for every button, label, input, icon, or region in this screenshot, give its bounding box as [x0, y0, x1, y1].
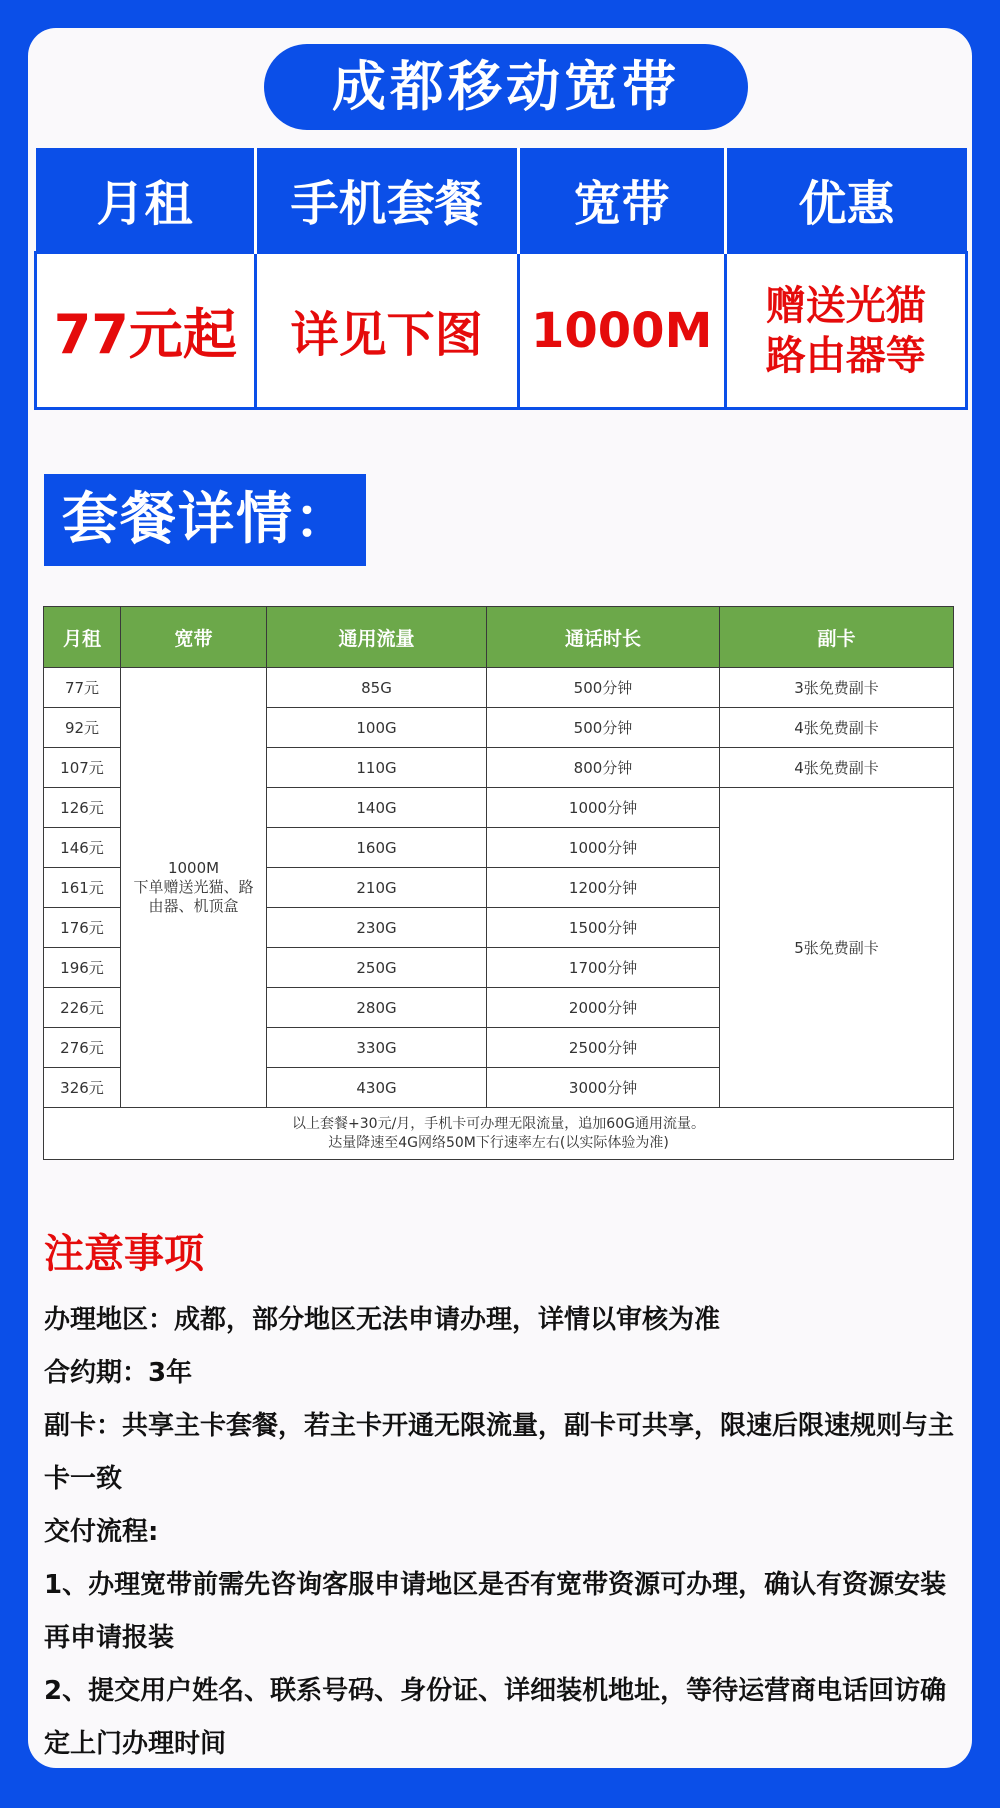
minutes-cell: 1000分钟: [487, 828, 720, 868]
fee-cell: 196元: [44, 948, 121, 988]
detail-header-row: [44, 607, 954, 668]
detail-header-minutes: 通话时长: [487, 607, 720, 668]
note-region: 办理地区：成都，部分地区无法申请办理，详情以审核为准: [44, 1305, 721, 1335]
plan-detail-table: [43, 606, 954, 1160]
summary-offer-line2: 路由器等: [765, 332, 926, 379]
data-cell: 230G: [267, 908, 487, 948]
subcard-cell: 4张免费副卡: [720, 708, 954, 748]
data-cell: 100G: [267, 708, 487, 748]
data-cell: 250G: [267, 948, 487, 988]
minutes-cell: 1700分钟: [487, 948, 720, 988]
minutes-cell: 1000分钟: [487, 788, 720, 828]
summary-table: [34, 148, 968, 410]
data-cell: 85G: [267, 668, 487, 708]
minutes-cell: 500分钟: [487, 668, 720, 708]
summary-header-offer: 优惠: [725, 148, 966, 253]
note-subcard: 副卡：共享主卡套餐，若主卡开通无限流量，副卡可共享，限速后限速规则与主卡一致: [44, 1411, 955, 1494]
data-cell: 280G: [267, 988, 487, 1028]
note-step-1: 1、办理宽带前需先咨询客服申请地区是否有宽带资源可办理，确认有资源安装再申请报装: [44, 1570, 947, 1653]
fee-cell: 226元: [44, 988, 121, 1028]
subcard-cell: 4张免费副卡: [720, 748, 954, 788]
summary-header-plan: 手机套餐: [255, 148, 518, 253]
broadband-gift: 下单赠送光猫、路由器、机顶盒: [133, 878, 254, 915]
note-contract: 合约期：3年: [44, 1358, 193, 1388]
detail-header-data: 通用流量: [267, 607, 487, 668]
poster-card: [28, 28, 972, 1768]
table-footnote: [44, 1108, 954, 1160]
data-cell: 160G: [267, 828, 487, 868]
note-step-2: 2、提交用户姓名、联系号码、身份证、详细装机地址，等待运营商电话回访确定上门办理时间: [44, 1676, 947, 1759]
data-cell: 210G: [267, 868, 487, 908]
data-cell: 330G: [267, 1028, 487, 1068]
summary-offer-line1: 赠送光猫: [765, 282, 926, 329]
broadband-speed: 1000M: [167, 859, 220, 877]
page-title: 成都移动宽带: [264, 44, 748, 130]
data-cell: 430G: [267, 1068, 487, 1108]
summary-value-plan: 详见下图: [255, 253, 518, 409]
table-footnote-row: [44, 1108, 954, 1160]
fee-cell: 146元: [44, 828, 121, 868]
minutes-cell: 500分钟: [487, 708, 720, 748]
fee-cell: 107元: [44, 748, 121, 788]
summary-value-fee: 77元起: [36, 253, 256, 409]
detail-header-broadband: 宽带: [121, 607, 267, 668]
fee-cell: 77元: [44, 668, 121, 708]
fee-cell: 126元: [44, 788, 121, 828]
notes-section: [44, 1228, 964, 1771]
subcard-cell: 3张免费副卡: [720, 668, 954, 708]
minutes-cell: 1200分钟: [487, 868, 720, 908]
summary-value-offer: [725, 253, 966, 409]
fee-cell: 161元: [44, 868, 121, 908]
footnote-line2: 达量降速至4G网络50M下行速率左右(以实际体验为准): [328, 1134, 669, 1151]
section-label: 套餐详情：: [44, 474, 366, 566]
summary-header-fee: 月租: [36, 148, 256, 253]
subcard-cell: 5张免费副卡: [720, 788, 954, 1108]
minutes-cell: 1500分钟: [487, 908, 720, 948]
note-delivery-title: 交付流程:: [44, 1517, 159, 1547]
table-row: [44, 668, 954, 708]
detail-header-fee: 月租: [44, 607, 121, 668]
broadband-cell: [121, 668, 267, 1108]
minutes-cell: 2000分钟: [487, 988, 720, 1028]
fee-cell: 176元: [44, 908, 121, 948]
summary-value-broadband: 1000M: [518, 253, 725, 409]
minutes-cell: 2500分钟: [487, 1028, 720, 1068]
fee-cell: 92元: [44, 708, 121, 748]
data-cell: 140G: [267, 788, 487, 828]
summary-header-broadband: 宽带: [518, 148, 725, 253]
notes-title: 注意事项: [44, 1231, 204, 1277]
fee-cell: 276元: [44, 1028, 121, 1068]
detail-header-subcard: 副卡: [720, 607, 954, 668]
minutes-cell: 800分钟: [487, 748, 720, 788]
fee-cell: 326元: [44, 1068, 121, 1108]
minutes-cell: 3000分钟: [487, 1068, 720, 1108]
data-cell: 110G: [267, 748, 487, 788]
footnote-line1: 以上套餐+30元/月，手机卡可办理无限流量，追加60G通用流量。: [292, 1115, 705, 1132]
